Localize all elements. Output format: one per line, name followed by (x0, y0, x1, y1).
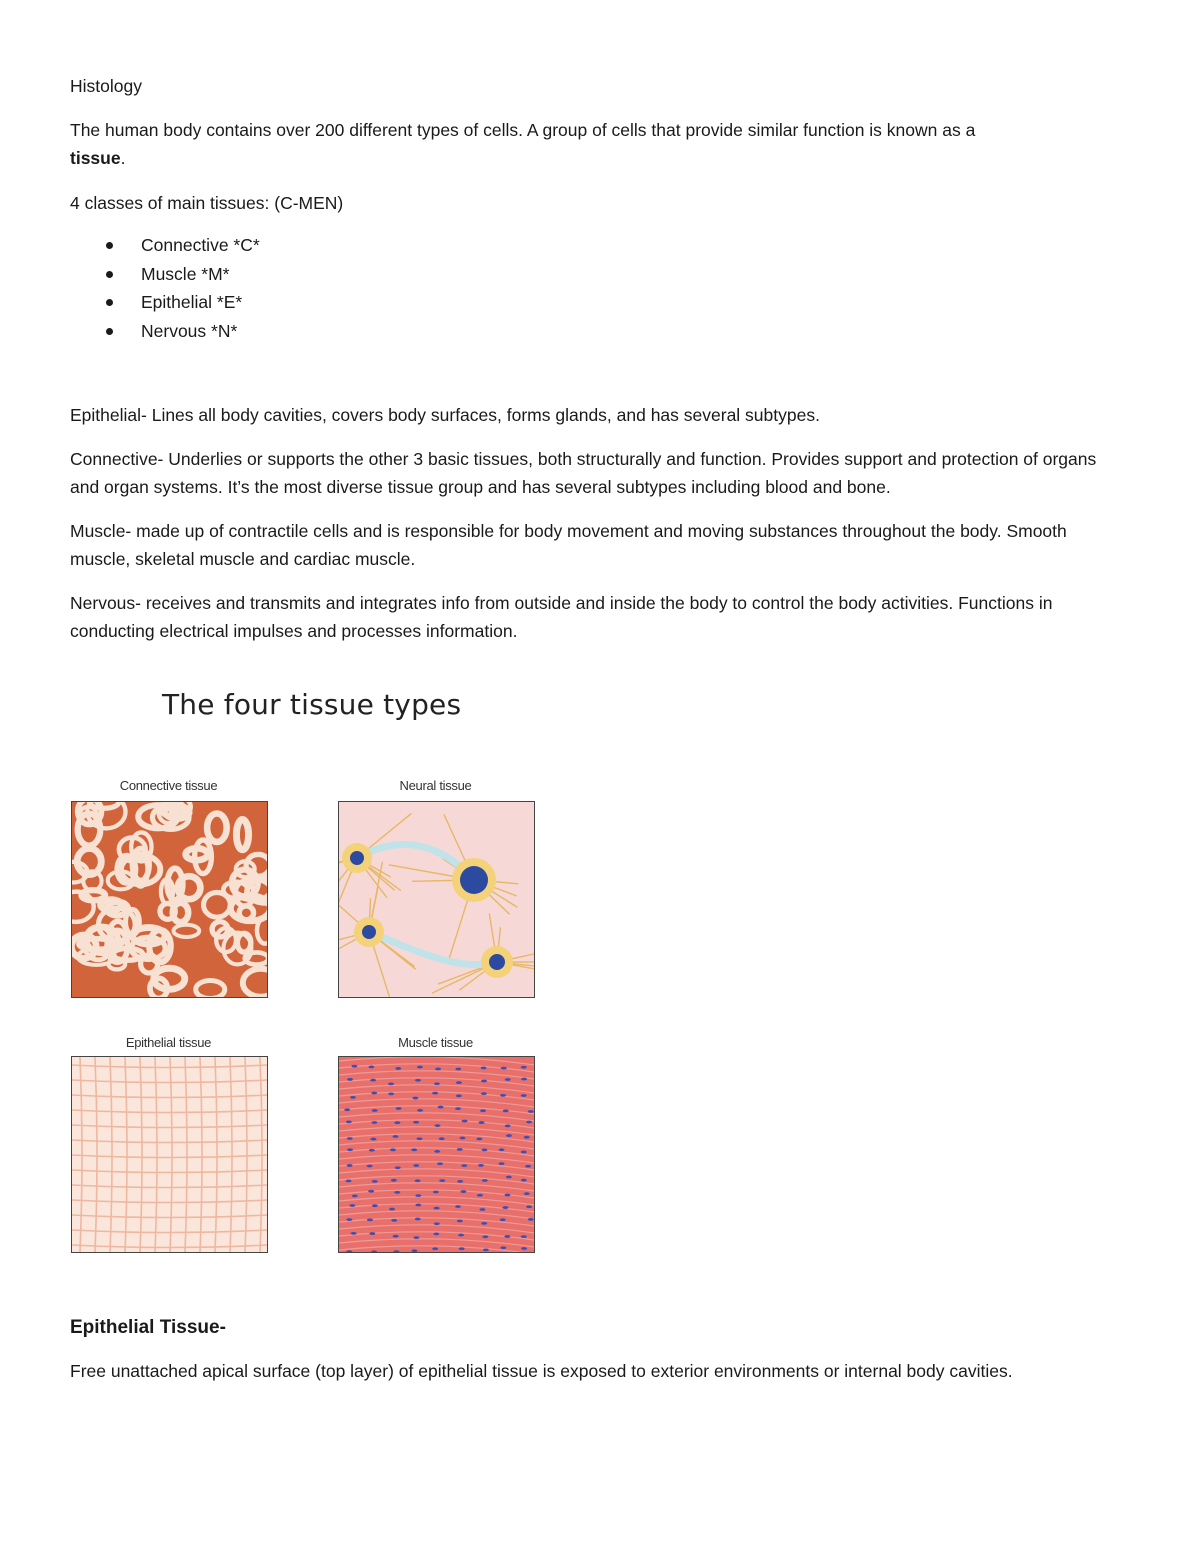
neural-nucleus (489, 954, 505, 970)
muscle-nucleus (438, 1106, 444, 1109)
muscle-nucleus (346, 1180, 352, 1183)
muscle-nucleus (525, 1165, 531, 1168)
muscle-nucleus (479, 1121, 485, 1124)
muscle-nucleus (412, 1097, 418, 1100)
muscle-nucleus (372, 1204, 378, 1207)
muscle-nucleus (501, 1067, 507, 1070)
bullet-icon (106, 328, 113, 335)
muscle-nucleus (459, 1137, 465, 1140)
muscle-nucleus (456, 1081, 462, 1084)
muscle-nucleus (368, 1066, 374, 1069)
muscle-nucleus (499, 1162, 505, 1165)
muscle-nucleus (478, 1164, 484, 1167)
neural-nucleus (350, 851, 364, 865)
muscle-nucleus (521, 1179, 527, 1182)
muscle-nucleus (434, 1082, 440, 1085)
muscle-nucleus (351, 1232, 357, 1235)
muscle-nucleus (437, 1162, 443, 1165)
muscle-nucleus (351, 1065, 357, 1068)
list-item (70, 231, 1130, 260)
muscle-nucleus (500, 1094, 506, 1097)
neural-tissue-illustration (339, 802, 534, 997)
list-item (70, 288, 1130, 317)
section-body: Free unattached apical surface (top layer) of epithelial tissue is exposed to exterior environments or internal body cavities. (70, 1361, 1013, 1381)
epithelial-bg (72, 1057, 267, 1252)
muscle-nucleus (349, 1204, 355, 1207)
muscle-nucleus (481, 1067, 487, 1070)
muscle-nucleus (521, 1094, 527, 1097)
muscle-nucleus (521, 1235, 527, 1238)
neural-nucleus (460, 866, 488, 894)
section-heading: Epithelial Tissue- (70, 1317, 226, 1338)
muscle-nucleus (347, 1148, 353, 1151)
definition-connective: Connective- Underlies or supports the other 3 basic tissues, both structurally and function. Provides support and protection of organs and organ systems. It’s the most diverse tissue group and has several subtypes including blood and bone. (70, 448, 1097, 497)
muscle-nucleus (370, 1079, 376, 1082)
muscle-nucleus (482, 1235, 488, 1238)
muscle-nucleus (417, 1109, 423, 1112)
panel-label-epithelial: Epithelial tissue (125, 1035, 212, 1050)
bullet-icon (106, 271, 113, 278)
muscle-nucleus (457, 1180, 463, 1183)
muscle-nucleus (415, 1218, 421, 1221)
muscle-nucleus (505, 1125, 511, 1128)
connective-tissue-illustration (72, 802, 267, 997)
muscle-nucleus (506, 1134, 512, 1137)
muscle-nucleus (415, 1194, 421, 1197)
muscle-nucleus (457, 1220, 463, 1223)
muscle-nucleus (457, 1148, 463, 1151)
muscle-nucleus (434, 1150, 440, 1153)
muscle-nucleus (502, 1206, 508, 1209)
muscle-nucleus (481, 1080, 487, 1083)
muscle-nucleus (521, 1066, 527, 1069)
definition-muscle: Muscle- made up of contractile cells and is responsible for body movement and moving substances throughout the body. Smooth muscle, skeletal muscle and cardiac muscle. (70, 520, 1067, 569)
muscle-nucleus (500, 1246, 506, 1249)
muscle-nucleus (456, 1094, 462, 1097)
muscle-nucleus (476, 1138, 482, 1141)
muscle-nucleus (458, 1234, 464, 1237)
muscle-nucleus (524, 1136, 530, 1139)
muscle-nucleus (455, 1107, 461, 1110)
muscle-nucleus (504, 1194, 510, 1197)
muscle-nucleus (528, 1110, 534, 1113)
muscle-nucleus (524, 1192, 530, 1195)
intro-keyword: tissue (70, 148, 121, 168)
muscle-nucleus (416, 1137, 422, 1140)
muscle-nucleus (347, 1164, 353, 1167)
muscle-nucleus (434, 1222, 440, 1225)
muscle-nucleus (521, 1078, 527, 1081)
document-body (70, 72, 1130, 646)
muscle-nucleus (369, 1232, 375, 1235)
bullet-icon (106, 242, 113, 249)
muscle-nucleus (483, 1248, 489, 1251)
muscle-nucleus (505, 1078, 511, 1081)
muscle-nucleus (434, 1124, 440, 1127)
muscle-nucleus (389, 1208, 395, 1211)
muscle-nucleus (479, 1208, 485, 1211)
tissue-figure (70, 688, 550, 1258)
muscle-nucleus (459, 1247, 465, 1250)
muscle-nucleus (395, 1067, 401, 1070)
muscle-nucleus (434, 1207, 440, 1210)
list-item-label: Nervous *N* (141, 320, 238, 341)
muscle-nucleus (394, 1121, 400, 1124)
muscle-nucleus (506, 1176, 512, 1179)
muscle-nucleus (367, 1165, 373, 1168)
muscle-nucleus (432, 1092, 438, 1095)
muscle-nucleus (500, 1218, 506, 1221)
epithelial-tissue-image (71, 1056, 268, 1253)
muscle-nucleus (372, 1180, 378, 1183)
list-item (70, 317, 1130, 346)
bullet-icon (106, 299, 113, 306)
muscle-nucleus (477, 1194, 483, 1197)
connective-tissue-image (71, 801, 268, 998)
list-item (70, 260, 1130, 289)
muscle-nucleus (368, 1190, 374, 1193)
muscle-nucleus (499, 1148, 505, 1151)
muscle-nucleus (435, 1068, 441, 1071)
list-item-label: Muscle *M* (141, 263, 230, 284)
muscle-nucleus (480, 1109, 486, 1112)
muscle-nucleus (372, 1109, 378, 1112)
muscle-nucleus (392, 1135, 398, 1138)
intro-text: The human body contains over 200 different types of cells. A group of cells that provide similar function is known as a (70, 119, 976, 140)
muscle-nucleus (369, 1149, 375, 1152)
muscle-nucleus (394, 1191, 400, 1194)
muscle-nucleus (433, 1233, 439, 1236)
muscle-nucleus (481, 1148, 487, 1151)
muscle-nucleus (344, 1108, 350, 1111)
muscle-nucleus (415, 1179, 421, 1182)
muscle-nucleus (388, 1082, 394, 1085)
panel-label-neural: Neural tissue (399, 778, 472, 793)
list-item-label: Epithelial *E* (141, 292, 243, 312)
muscle-nucleus (391, 1219, 397, 1222)
muscle-nucleus (521, 1247, 527, 1250)
intro-paragraph (70, 116, 1130, 173)
muscle-nucleus (371, 1092, 377, 1095)
muscle-nucleus (432, 1247, 438, 1250)
muscle-tissue-image (338, 1056, 535, 1253)
muscle-nucleus (481, 1092, 487, 1095)
muscle-nucleus (460, 1190, 466, 1193)
muscle-nucleus (526, 1121, 532, 1124)
muscle-nucleus (455, 1068, 461, 1071)
muscle-nucleus (347, 1137, 353, 1140)
muscle-nucleus (504, 1235, 510, 1238)
muscle-nucleus (503, 1109, 509, 1112)
muscle-nucleus (370, 1138, 376, 1141)
muscle-nucleus (411, 1148, 417, 1151)
document-title: Histology (70, 76, 142, 96)
muscle-nucleus (347, 1078, 353, 1081)
muscle-nucleus (413, 1236, 419, 1239)
list-item-label: Connective *C* (141, 235, 260, 255)
muscle-nucleus (395, 1166, 401, 1169)
muscle-nucleus (390, 1148, 396, 1151)
figure-title: The four tissue types (162, 688, 462, 721)
muscle-nucleus (481, 1222, 487, 1225)
muscle-nucleus (461, 1164, 467, 1167)
muscle-nucleus (391, 1179, 397, 1182)
muscle-nucleus (439, 1179, 445, 1182)
muscle-nucleus (482, 1179, 488, 1182)
muscle-nucleus (526, 1205, 532, 1208)
muscle-nucleus (367, 1218, 373, 1221)
muscle-nucleus (415, 1079, 421, 1082)
muscle-nucleus (417, 1066, 423, 1069)
muscle-nucleus (346, 1120, 352, 1123)
classes-heading: 4 classes of main tissues: (C-MEN) (70, 192, 344, 213)
neural-tissue-image (338, 801, 535, 998)
muscle-nucleus (371, 1121, 377, 1124)
muscle-nucleus (350, 1096, 356, 1099)
muscle-nucleus (396, 1107, 402, 1110)
muscle-nucleus (439, 1137, 445, 1140)
muscle-nucleus (462, 1120, 468, 1123)
muscle-nucleus (346, 1218, 352, 1221)
muscle-nucleus (528, 1218, 534, 1221)
muscle-nucleus (521, 1151, 527, 1154)
definition-epithelial: Epithelial- Lines all body cavities, covers body surfaces, forms glands, and has several subtypes. (70, 405, 820, 425)
epithelial-tissue-illustration (72, 1057, 267, 1252)
muscle-nucleus (413, 1164, 419, 1167)
muscle-tissue-illustration (339, 1057, 534, 1252)
muscle-nucleus (413, 1121, 419, 1124)
definition-nervous: Nervous- receives and transmits and integrates info from outside and inside the body to control the body activities. Functions in conducting electrical impulses and processes information. (70, 592, 1053, 641)
tissue-class-list (70, 231, 1130, 345)
muscle-nucleus (415, 1204, 421, 1207)
muscle-nucleus (352, 1195, 358, 1198)
panel-label-muscle: Muscle tissue (398, 1035, 473, 1050)
muscle-nucleus (388, 1093, 394, 1096)
muscle-nucleus (433, 1191, 439, 1194)
muscle-nucleus (393, 1235, 399, 1238)
muscle-nucleus (455, 1205, 461, 1208)
neural-nucleus (362, 925, 376, 939)
panel-label-connective: Connective tissue (119, 778, 218, 793)
intro-suffix: . (120, 148, 126, 168)
